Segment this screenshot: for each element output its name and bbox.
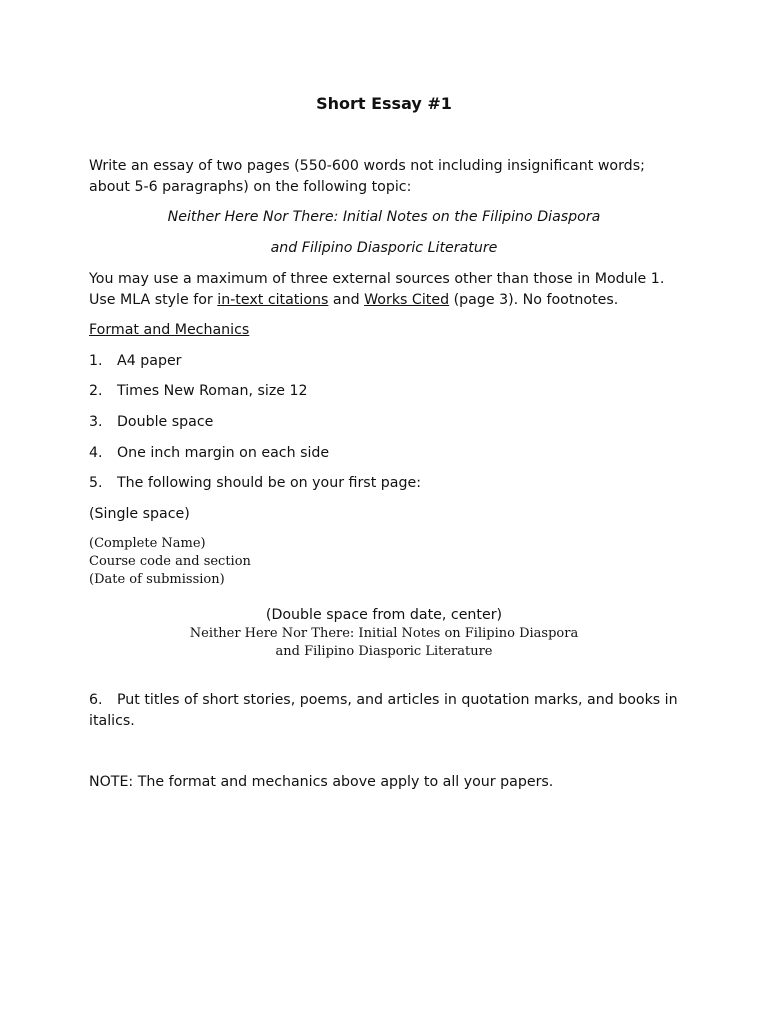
sample-header-course: Course code and section — [89, 554, 251, 569]
intro-paragraph: Write an essay of two pages (550-600 words not including insignificant words; about 5-6 paragraphs) on the following topic: — [89, 158, 645, 195]
list-item — [89, 473, 689, 494]
sources-text-2: and — [328, 292, 365, 308]
sample-title-line-1: Neither Here Nor There: Initial Notes on Filipino Diaspora — [189, 626, 579, 641]
list-item-number: 6. — [89, 692, 103, 708]
sources-text-1: You may use a maximum of three external sources other than those in Module 1. Use MLA style for — [89, 271, 665, 308]
list-item-text: One inch margin on each side — [117, 445, 330, 461]
works-cited-link[interactable]: Works Cited — [364, 292, 450, 308]
list-item-text: Put titles of short stories, poems, and articles in quotation marks, and books in italics. — [89, 692, 678, 729]
list-item-text: The following should be on your first page: — [117, 475, 421, 491]
format-heading: Format and Mechanics — [89, 322, 250, 338]
sources-paragraph — [89, 269, 689, 311]
list-item — [89, 443, 689, 464]
note-paragraph: NOTE: The format and mechanics above apply to all your papers. — [89, 774, 554, 790]
list-item-text: A4 paper — [117, 353, 182, 369]
list-item — [89, 381, 689, 402]
sample-header-name: (Complete Name) — [89, 536, 206, 551]
sources-text-3: (page 3). No footnotes. — [449, 292, 619, 308]
list-item — [89, 690, 689, 732]
list-item-text: Double space — [117, 414, 214, 430]
list-item-text: Times New Roman, size 12 — [117, 383, 308, 399]
in-text-citations-link[interactable]: in-text citations — [217, 292, 329, 308]
double-space-note: (Double space from date, center) — [265, 607, 503, 623]
sample-title-line-2: and Filipino Diasporic Literature — [275, 644, 493, 659]
list-item-number: 1. — [89, 353, 103, 369]
sample-header-date: (Date of submission) — [89, 572, 225, 587]
topic-line-1: Neither Here Nor There: Initial Notes on the Filipino Diaspora — [167, 209, 601, 225]
list-item-number: 5. — [89, 475, 103, 491]
list-item-number: 3. — [89, 414, 103, 430]
topic-line-2: and Filipino Diasporic Literature — [270, 240, 498, 256]
list-item — [89, 412, 689, 433]
document-title: Short Essay #1 — [316, 94, 452, 113]
list-item-number: 4. — [89, 445, 103, 461]
list-item-number: 2. — [89, 383, 103, 399]
single-space-note: (Single space) — [89, 506, 190, 522]
list-item — [89, 351, 689, 372]
